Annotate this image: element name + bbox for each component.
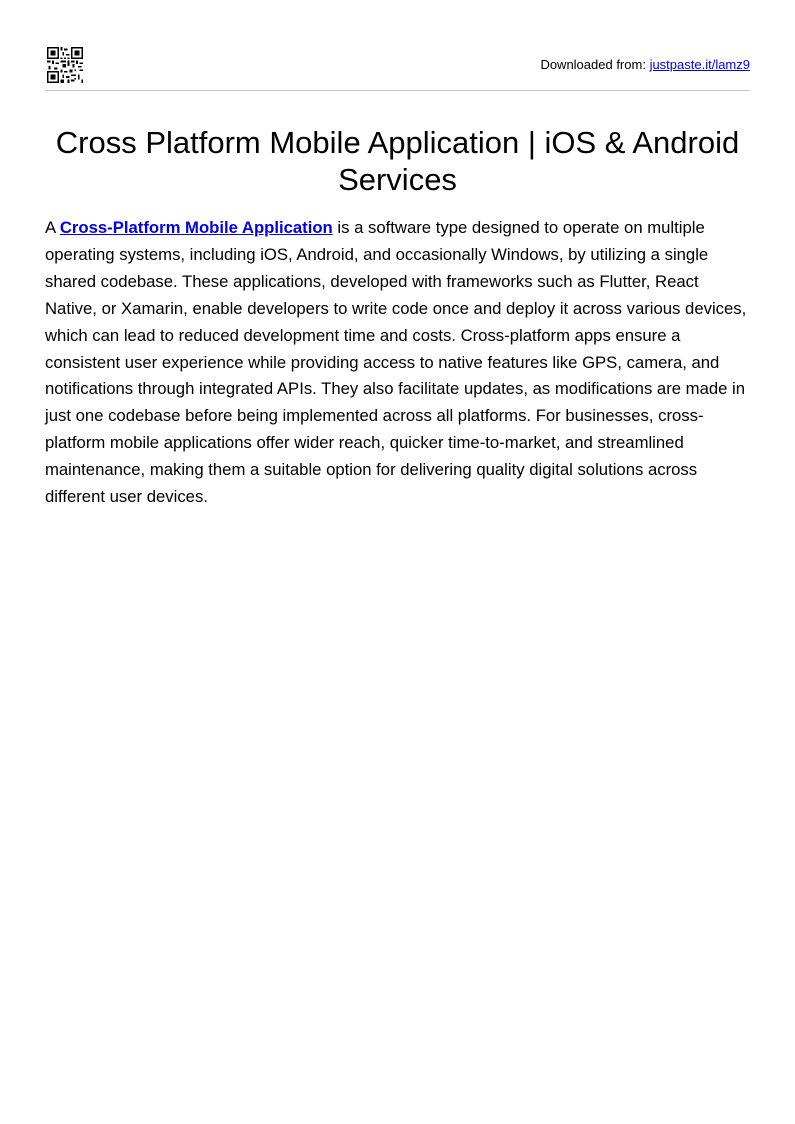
download-source-line: [540, 57, 750, 73]
qr-code-icon: [47, 47, 83, 83]
intro-word: A: [45, 218, 60, 237]
document-page: [45, 0, 750, 511]
article-paragraph: [45, 215, 750, 511]
downloaded-from-label: Downloaded from:: [540, 57, 650, 72]
page-title: Cross Platform Mobile Application | iOS & Android Services: [55, 125, 740, 197]
page-header: [45, 0, 750, 91]
cross-platform-link[interactable]: Cross-Platform Mobile Application: [59, 218, 333, 237]
source-link[interactable]: justpaste.it/lamz9: [649, 57, 750, 72]
paragraph-body: is a software type designed to operate on multiple operating systems, including iOS, Android, and occasionally Windows, by utilizing a single shared codebase. These applications, developed with frameworks such as Flutter, React Native, or Xamarin, enable developers to write code once and deploy it across various devices, which can lead to reduced development time and costs. Cross-platform apps ensure a consistent user experience while providing access to native features like GPS, camera, and notifications through integrated APIs. They also facilitate updates, as modifications are made in just one codebase before being implemented across all platforms. For businesses, cross-platform mobile applications offer wider reach, quicker time-to-market, and streamlined maintenance, making them a suitable option for delivering quality digital solutions across different user devices.: [45, 218, 747, 507]
